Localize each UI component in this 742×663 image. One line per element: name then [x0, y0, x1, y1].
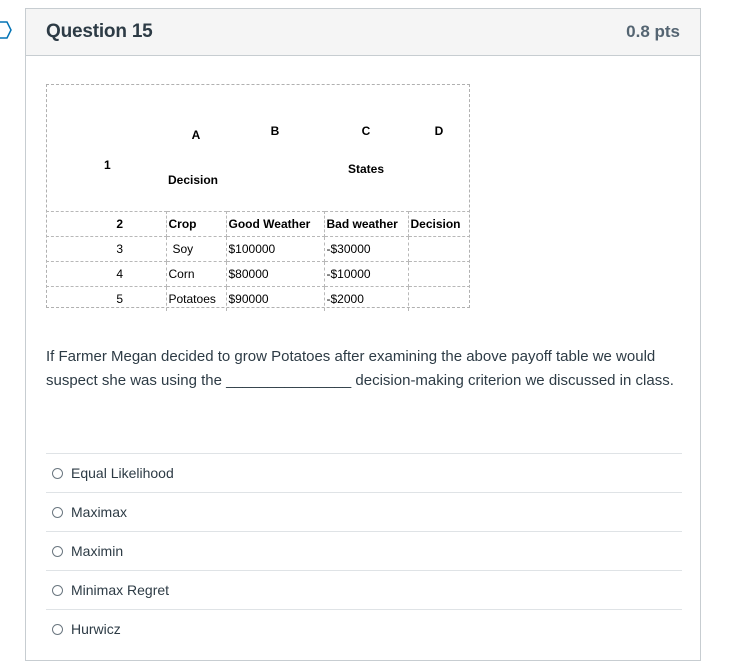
radio-button[interactable]	[52, 468, 63, 479]
table-row	[46, 211, 470, 236]
row-number: 3	[46, 236, 166, 261]
question-card	[25, 8, 701, 661]
table-row	[46, 236, 470, 261]
answer-option-maximax[interactable]	[46, 492, 682, 531]
answer-label: Maximax	[71, 504, 128, 520]
table-row	[46, 261, 470, 286]
question-title: Question 15	[46, 21, 153, 42]
question-prompt: If Farmer Megan decided to grow Potatoes after examining the above payoff table we would suspect she was using the _______________ decision-making criterion we discussed in class.	[46, 348, 674, 389]
table-cell: Corn	[166, 261, 226, 286]
table-cell	[408, 286, 470, 311]
col-header-c: C	[361, 124, 371, 138]
table-row	[46, 286, 470, 311]
question-header	[26, 9, 700, 56]
radio-button[interactable]	[52, 624, 63, 635]
row-number: 4	[46, 261, 166, 286]
table-cell: -$10000	[324, 261, 408, 286]
answer-option-equal-likelihood[interactable]	[46, 453, 682, 492]
decision-label: Decision	[168, 173, 219, 187]
radio-button[interactable]	[52, 546, 63, 557]
table-cell: $80000	[226, 261, 324, 286]
table-cell	[408, 261, 470, 286]
table-cell: Soy	[166, 236, 226, 261]
radio-button[interactable]	[52, 507, 63, 518]
answer-option-hurwicz[interactable]	[46, 609, 682, 648]
col-header-b: B	[270, 124, 280, 138]
table-cell: $90000	[226, 286, 324, 311]
row-number: 2	[46, 211, 166, 236]
radio-button[interactable]	[52, 585, 63, 596]
col-header-a: A	[191, 128, 201, 142]
payoff-table	[46, 84, 470, 311]
question-points: 0.8 pts	[626, 22, 680, 41]
answer-option-maximin[interactable]	[46, 531, 682, 570]
answer-label: Hurwicz	[71, 621, 121, 637]
states-label: States	[347, 162, 385, 176]
row-number: 5	[46, 286, 166, 311]
table-cell: -$2000	[324, 286, 408, 311]
answer-label: Equal Likelihood	[71, 465, 174, 481]
table-cell: Good Weather	[226, 211, 324, 236]
table-cell: $100000	[226, 236, 324, 261]
row-number-1: 1	[104, 158, 111, 172]
table-cell	[408, 236, 470, 261]
answer-list	[46, 453, 682, 648]
table-cell: Decision	[408, 211, 470, 236]
answer-label: Maximin	[71, 543, 124, 559]
answer-option-minimax-regret[interactable]	[46, 570, 682, 609]
table-cell: Bad weather	[324, 211, 408, 236]
table-cell: -$30000	[324, 236, 408, 261]
table-cell: Crop	[166, 211, 226, 236]
bookmark-icon[interactable]	[0, 20, 12, 40]
answer-label: Minimax Regret	[71, 582, 170, 598]
col-header-d: D	[434, 124, 444, 138]
table-cell: Potatoes	[166, 286, 226, 311]
